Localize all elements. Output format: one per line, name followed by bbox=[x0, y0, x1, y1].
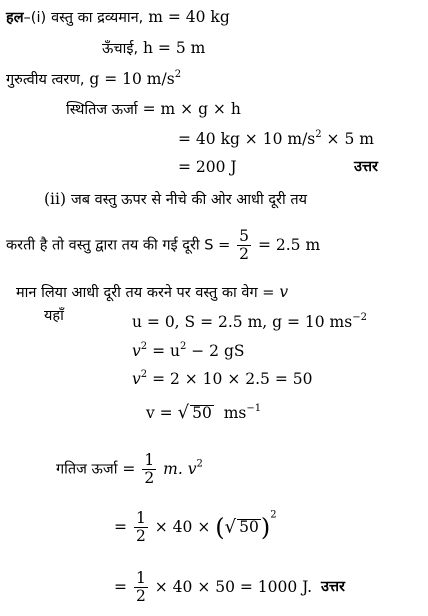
ke2-equals: = bbox=[114, 517, 127, 536]
pe-step-exponent: 2 bbox=[315, 129, 322, 140]
ke3-denominator: 2 bbox=[135, 587, 146, 606]
sqrt-symbol-1: √ bbox=[177, 402, 190, 423]
ke2-radicand: 50 bbox=[239, 518, 259, 537]
line-ke2 bbox=[114, 510, 277, 545]
line-gravity bbox=[6, 69, 182, 88]
sqrt-symbol-2: √ bbox=[224, 516, 237, 538]
ke3-fraction bbox=[134, 570, 148, 605]
ke2-fraction bbox=[134, 510, 148, 545]
ke2-right-paren: ) bbox=[260, 513, 271, 542]
solution-heading: हल bbox=[6, 10, 24, 26]
eq2-right: = 2 × 10 × 2.5 = 50 bbox=[147, 370, 313, 388]
distance-result: = 2.5 m bbox=[257, 235, 321, 254]
eq1-exponent-2: 2 bbox=[179, 341, 187, 352]
ke-label: गतिज ऊर्जा bbox=[56, 461, 118, 478]
distance-fraction bbox=[237, 228, 251, 263]
eq1-right: − 2 gS bbox=[186, 342, 245, 360]
eq3-radicand: 50 bbox=[192, 404, 212, 422]
eq1-middle: = u bbox=[147, 342, 180, 360]
part-i-marker: –(i) bbox=[23, 10, 47, 26]
assume-text: मान लिया आधी दूरी तय करने पर वस्तु का वेग = bbox=[16, 285, 275, 301]
distance-denominator: 2 bbox=[239, 245, 250, 264]
line-eq1 bbox=[132, 341, 245, 360]
gravity-exponent: 2 bbox=[174, 69, 182, 80]
eq1-exponent-1: 2 bbox=[140, 341, 148, 352]
eq3-left: v = bbox=[146, 404, 173, 422]
distance-text: करती है तो वस्तु द्वारा तय की गई दूरी S = bbox=[6, 237, 231, 254]
eq2-exponent: 2 bbox=[140, 369, 148, 380]
ke2-denominator: 2 bbox=[135, 527, 146, 546]
pe-equation: = m × g × h bbox=[142, 100, 241, 118]
line-eq3 bbox=[146, 404, 261, 422]
ke2-left-paren: ( bbox=[215, 513, 225, 542]
line-pe bbox=[66, 102, 241, 118]
eq3-exponent: −1 bbox=[246, 403, 262, 414]
height-equation: h = 5 m bbox=[143, 39, 206, 57]
ke-numerator: 1 bbox=[144, 451, 155, 469]
ke-fraction bbox=[142, 452, 156, 487]
line-pe-result bbox=[178, 160, 237, 176]
eq2-left: v bbox=[132, 370, 141, 388]
pe-step-1b: × 5 m bbox=[321, 130, 374, 148]
ke-denominator: 2 bbox=[144, 469, 155, 488]
eq3-unit: ms bbox=[223, 404, 247, 422]
line-ke bbox=[56, 452, 203, 487]
line-part-ii bbox=[44, 192, 307, 208]
line-height bbox=[102, 41, 205, 57]
pe-step-1a: = 40 kg × 10 m/s bbox=[178, 130, 316, 148]
height-label: ऊँचाई, bbox=[102, 41, 139, 57]
ke-expression: m. v bbox=[163, 459, 197, 478]
answer-label-2: उत्तर bbox=[321, 579, 345, 596]
ke-exponent: 2 bbox=[196, 458, 203, 470]
gravity-equation: g = 10 m/s bbox=[89, 70, 175, 88]
eq1-left: v bbox=[132, 342, 141, 360]
ke3-result: × 40 × 50 = 1000 J. bbox=[154, 577, 313, 596]
gravity-label: गुरुत्वीय त्वरण, bbox=[6, 72, 85, 88]
line-ke3 bbox=[114, 570, 345, 605]
pe-result: = 200 J bbox=[178, 158, 237, 176]
ke3-numerator: 1 bbox=[135, 569, 146, 587]
velocity-variable: v bbox=[279, 283, 289, 301]
distance-numerator: 5 bbox=[239, 227, 250, 245]
given-values: u = 0, S = 2.5 m, g = 10 ms bbox=[132, 313, 353, 331]
where-label: यहाँ bbox=[44, 308, 64, 324]
line-given bbox=[132, 312, 367, 331]
line-mass bbox=[6, 10, 230, 26]
mass-equation: m = 40 kg bbox=[148, 8, 230, 26]
pe-label: स्थितिज ऊर्जा bbox=[66, 102, 138, 118]
ke-equals: = bbox=[122, 459, 136, 478]
given-exponent: −2 bbox=[352, 312, 367, 323]
part-ii-text: जब वस्तु ऊपर से नीचे की ओर आधी दूरी तय bbox=[70, 192, 308, 208]
line-assume bbox=[16, 285, 288, 301]
ke2-middle: × 40 × bbox=[154, 517, 211, 536]
ke2-numerator: 1 bbox=[135, 509, 146, 527]
ke2-exponent: 2 bbox=[270, 509, 277, 521]
line-eq2 bbox=[132, 369, 313, 388]
mass-label: वस्तु का द्रव्यमान, bbox=[51, 10, 144, 26]
ke3-equals: = bbox=[114, 577, 127, 596]
line-pe-step bbox=[178, 129, 374, 148]
part-ii-number: (ii) bbox=[44, 190, 67, 208]
answer-label-1: उत्तर bbox=[354, 159, 378, 175]
line-distance bbox=[6, 228, 320, 263]
